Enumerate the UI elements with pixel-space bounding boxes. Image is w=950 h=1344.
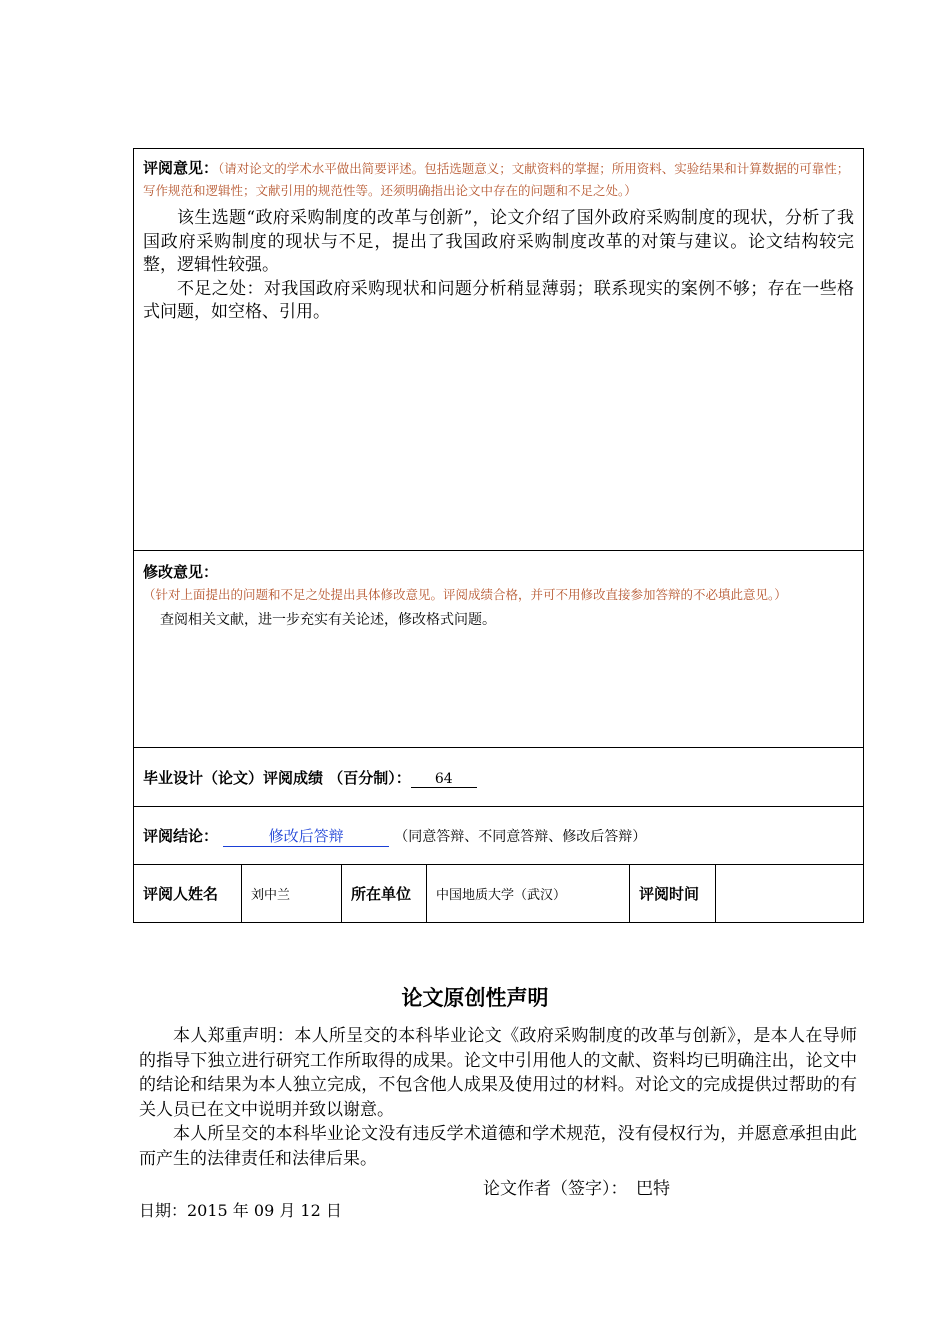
conclusion-options: （同意答辩、不同意答辩、修改后答辩）	[394, 828, 647, 845]
score-label: 毕业设计（论文）评阅成绩 （百分制）：	[143, 768, 411, 787]
opinion-cell	[134, 149, 864, 551]
time-value-cell	[716, 865, 864, 923]
declaration-title: 论文原创性声明	[401, 986, 549, 1010]
author-signature: 论文作者（签字）： 巴特	[483, 1179, 670, 1199]
opinion-paragraph-2: 不足之处：对我国政府采购现状和问题分析稍显薄弱；联系现实的案例不够；存在一些格式问题，如空格、引用。	[143, 278, 855, 322]
reviewer-label: 评阅人姓名	[143, 885, 219, 903]
reviewer-name: 刘中兰	[251, 888, 291, 903]
unit-label: 所在单位	[351, 885, 412, 903]
unit-value: 中国地质大学（武汉）	[436, 888, 567, 903]
conclusion-value: 修改后答辩	[223, 825, 389, 847]
declaration-date: 日期：2015 年 09 月 12 日	[139, 1201, 342, 1220]
opinion-hint: （请对论文的学术水平做出简要评述。包括选题意义；文献资料的掌握；所用资料、实验结果和计算数据的可靠性；写作规范和逻辑性；文献引用的规范性等。还须明确指出论文中存在的问题和不足之处。）	[143, 161, 850, 198]
declaration-paragraph-1: 本人郑重声明：本人所呈交的本科毕业论文《政府采购制度的改革与创新》，是本人在导师的指导下独立进行研究工作所取得的成果。论文中引用他人的文献、资料均已明确注出，论文中的结论和结果为本人独立完成，不包含他人成果及使用过的材料。对论文的完成提供过帮助的有关人员已在文中说明并致以谢意。	[139, 1026, 857, 1120]
reviewer-row	[134, 865, 864, 923]
review-form-table	[133, 148, 864, 923]
time-label: 评阅时间	[639, 885, 700, 903]
revision-row	[134, 551, 864, 748]
reviewer-name-cell	[242, 865, 342, 923]
opinion-paragraph-1: 该生选题“政府采购制度的改革与创新”，论文介绍了国外政府采购制度的现状，分析了我国政府采购制度的现状与不足，提出了我国政府采购制度改革的对策与建议。论文结构较完整，逻辑性较强。	[143, 208, 855, 275]
revision-cell	[134, 551, 864, 748]
opinion-label: 评阅意见：	[143, 159, 219, 177]
revision-hint: （针对上面提出的问题和不足之处提出具体修改意见。评阅成绩合格，并可不用修改直接参加答辩的不必填此意见。）	[143, 587, 787, 602]
declaration-body	[139, 1024, 857, 1171]
score-value: 64	[411, 771, 477, 788]
unit-value-cell	[427, 865, 630, 923]
score-cell	[134, 748, 864, 807]
revision-text: 查阅相关文献，进一步充实有关论述，修改格式问题。	[160, 612, 496, 628]
revision-label: 修改意见：	[143, 563, 219, 581]
score-row	[134, 748, 864, 807]
declaration-paragraph-2: 本人所呈交的本科毕业论文没有违反学术道德和学术规范，没有侵权行为，并愿意承担由此而产生的法律责任和法律后果。	[139, 1124, 857, 1169]
opinion-row	[134, 149, 864, 551]
reviewer-label-cell	[134, 865, 242, 923]
time-label-cell	[630, 865, 716, 923]
conclusion-label: 评阅结论：	[143, 826, 219, 845]
unit-label-cell	[342, 865, 427, 923]
conclusion-row	[134, 807, 864, 865]
conclusion-cell	[134, 807, 864, 865]
